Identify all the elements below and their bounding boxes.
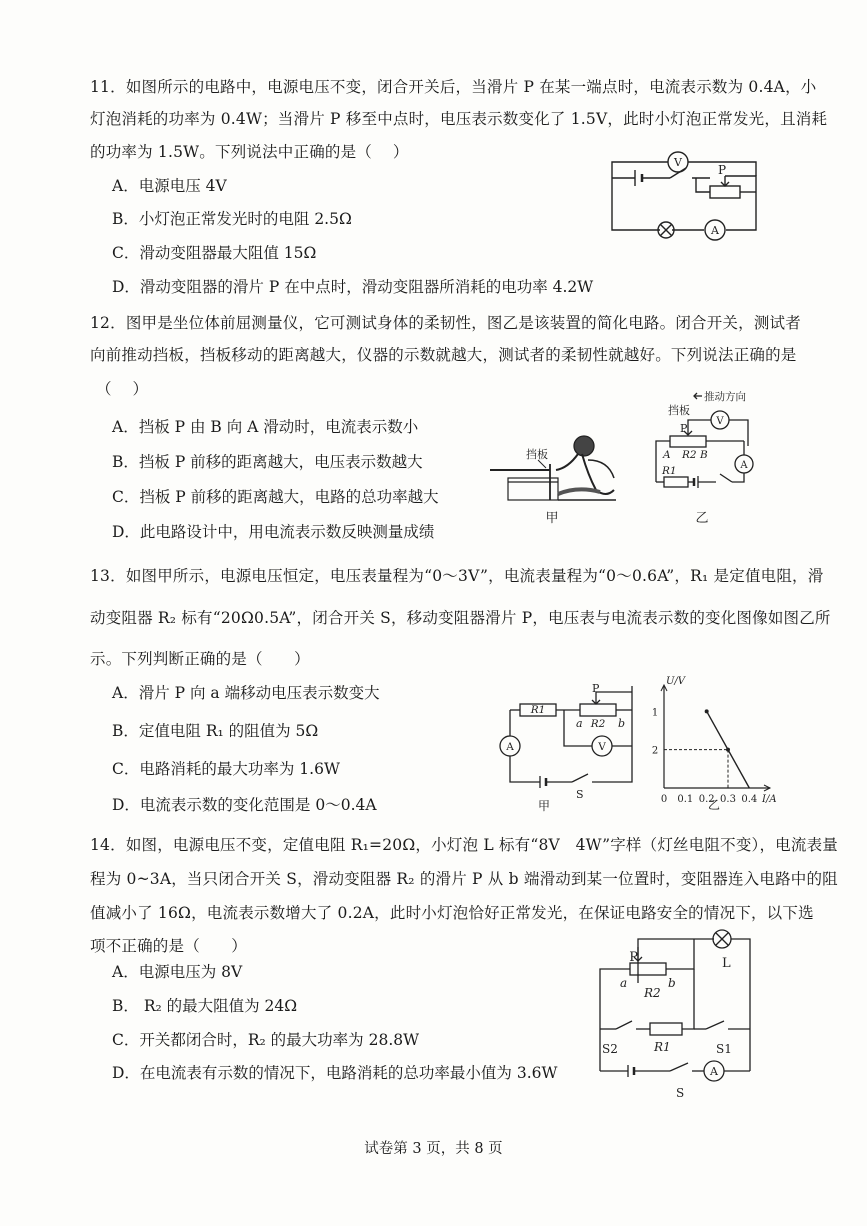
q12-caption-yi: 乙 bbox=[695, 511, 709, 526]
q13-option-b: B．定值电阻 R₁ 的阻值为 5Ω bbox=[112, 722, 319, 740]
q13-x-tick-label: 0.2 bbox=[698, 794, 715, 805]
q12-line-3: （ ） bbox=[96, 380, 149, 398]
q13-point-a-label: a bbox=[576, 717, 583, 730]
q13-y-axis-label: U/V bbox=[666, 676, 686, 687]
q13-r1-label: R1 bbox=[530, 704, 546, 716]
q14-line-4: 项不正确的是（ ） bbox=[90, 937, 248, 955]
q14-line-2: 程为 0~3A，当只闭合开关 S，滑动变阻器 R₂ 的滑片 P 从 b 端滑动到某一位置时，变阻器连入电路中的阻 bbox=[90, 870, 838, 888]
q12-board-label-2: 挡板 bbox=[668, 404, 690, 417]
q12-ammeter-label: A bbox=[740, 460, 748, 471]
q13-uv-graph bbox=[651, 676, 777, 812]
q13-slider-label: P bbox=[592, 682, 600, 695]
q13-option-c: C．电路消耗的最大功率为 1.6W bbox=[112, 760, 340, 778]
q13-graph-yi bbox=[651, 676, 777, 812]
q14-slider-label: P bbox=[629, 950, 638, 965]
q13-voltmeter-label: V bbox=[598, 741, 606, 753]
q14-line-1: 14．如图，电源电压不变，定值电阻 R₁=20Ω，小灯泡 L 标有“8V 4W”字样（灯丝电阻不变），电流表量 bbox=[90, 836, 838, 854]
q11-circuit-diagram bbox=[600, 148, 770, 248]
q11-line-3: 的功率为 1.5W。下列说法中正确的是（ ） bbox=[90, 143, 409, 161]
q13-switch-label: S bbox=[576, 788, 584, 801]
q11-line-2: 灯泡消耗的功率为 0.4W；当滑片 P 移至中点时，电压表示数变化了 1.5V，此时小灯泡正常发光，且消耗 bbox=[90, 110, 828, 128]
q13-x-tick-label: 0 bbox=[660, 794, 668, 805]
q11-option-c: C．滑动变阻器最大阻值 15Ω bbox=[112, 244, 317, 262]
page-footer: 试卷第 3 页，共 8 页 bbox=[364, 1141, 503, 1157]
q14-s1-label: S1 bbox=[716, 1042, 732, 1056]
q11-line-1: 11．如图所示的电路中，电源电压不变，闭合开关后，当滑片 P 在某一端点时，电流表示数为 0.4A，小 bbox=[90, 78, 817, 96]
q12-point-a-label: A bbox=[663, 449, 671, 461]
q13-circuit-jia bbox=[496, 682, 646, 812]
q13-y-tick-label: 1 bbox=[651, 707, 659, 719]
q11-ammeter-label: A bbox=[711, 224, 719, 237]
q14-r1-label: R1 bbox=[654, 1040, 671, 1054]
q13-line-3: 示。下列判断正确的是（ ） bbox=[90, 650, 310, 668]
q13-data-point bbox=[726, 748, 730, 752]
q12-figure-yi bbox=[640, 390, 770, 530]
q13-x-tick-label: 0.1 bbox=[677, 794, 694, 805]
q12-push-label: 推动方向 bbox=[704, 391, 746, 403]
q14-lamp-label: L bbox=[722, 956, 731, 971]
q13-option-d: D．电流表示数的变化范围是 0～0.4A bbox=[112, 796, 377, 814]
q12-slider-label: P bbox=[680, 422, 688, 435]
q12-option-d: D．此电路设计中，用电流表示数反映测量成绩 bbox=[112, 523, 435, 541]
q13-line-1: 13．如图甲所示，电源电压恒定，电压表量程为“0～3V”，电流表量程为“0～0.6A”，R₁ 是定值电阻，滑 bbox=[90, 567, 824, 585]
q12-r2-label: R2 bbox=[682, 449, 697, 461]
q14-option-d: D．在电流表有示数的情况下，电路消耗的总功率最小值为 3.6W bbox=[112, 1064, 558, 1082]
q12-line-1: 12．图甲是坐位体前屈测量仪，它可测试身体的柔韧性，图乙是该装置的简化电路。闭合开关，测试者 bbox=[90, 314, 801, 332]
q12-option-a: A．挡板 P 由 B 向 A 滑动时，电流表示数小 bbox=[112, 418, 419, 436]
q14-option-c: C．开关都闭合时，R₂ 的最大功率为 28.8W bbox=[112, 1031, 420, 1049]
q12-caption-jia: 甲 bbox=[545, 511, 559, 526]
q14-point-a-label: a bbox=[620, 976, 628, 990]
q14-circuit-diagram bbox=[594, 925, 764, 1105]
q11-option-b: B．小灯泡正常发光时的电阻 2.5Ω bbox=[112, 210, 352, 228]
q13-caption-jia: 甲 bbox=[537, 799, 551, 813]
q12-line-2: 向前推动挡板，挡板移动的距离越大，仪器的示数就越大，测试者的柔韧性就越好。下列说法正确的是 bbox=[90, 346, 797, 364]
q12-r1-label: R1 bbox=[662, 465, 677, 477]
q11-option-a: A．电源电压 4V bbox=[112, 177, 227, 195]
q12-figure-jia bbox=[488, 420, 618, 530]
q14-s2-label: S2 bbox=[602, 1042, 618, 1056]
q13-line-2: 动变阻器 R₂ 标有“20Ω0.5A”，闭合开关 S，移动变阻器滑片 P，电压表与电流表示数的变化图像如图乙所 bbox=[90, 609, 831, 627]
q13-data-point bbox=[705, 709, 709, 713]
q14-line-3: 值减小了 16Ω，电流表示数增大了 0.2A，此时小灯泡恰好正常发光，在保证电路安全的情况下，以下选 bbox=[90, 904, 814, 922]
q14-r2-label: R2 bbox=[644, 986, 661, 1000]
q13-x-tick-label: 0.3 bbox=[720, 794, 736, 805]
q12-point-b-label: B bbox=[700, 449, 708, 461]
q11-voltmeter-label: V bbox=[674, 156, 682, 169]
q11-slider-label: P bbox=[717, 163, 727, 177]
q11-option-d: D．滑动变阻器的滑片 P 在中点时，滑动变阻器所消耗的电功率 4.2W bbox=[112, 278, 594, 296]
q13-ammeter-label: A bbox=[506, 741, 514, 753]
q13-r2-label: R2 bbox=[590, 718, 606, 730]
q14-ammeter-label: A bbox=[710, 1065, 718, 1078]
q13-y-tick-label: 2 bbox=[651, 745, 659, 757]
q12-option-b: B．挡板 P 前移的距离越大，电压表示数越大 bbox=[112, 453, 423, 471]
q13-x-tick-label: 0.4 bbox=[741, 794, 758, 805]
q14-option-b: B． R₂ 的最大阻值为 24Ω bbox=[112, 997, 298, 1015]
q13-caption-yi: 乙 bbox=[707, 798, 721, 812]
q14-point-b-label: b bbox=[668, 976, 676, 990]
q13-x-axis-label: I/A bbox=[762, 794, 777, 805]
q13-option-a: A．滑片 P 向 a 端移动电压表示数变大 bbox=[112, 684, 380, 702]
q12-voltmeter-label: V bbox=[716, 416, 724, 427]
q12-option-c: C．挡板 P 前移的距离越大，电路的总功率越大 bbox=[112, 488, 439, 506]
q13-point-b-label: b bbox=[618, 717, 626, 730]
q14-option-a: A．电源电压为 8V bbox=[112, 963, 243, 981]
q12-board-label: 挡板 bbox=[526, 448, 548, 461]
q14-switch-s-label: S bbox=[676, 1086, 685, 1100]
